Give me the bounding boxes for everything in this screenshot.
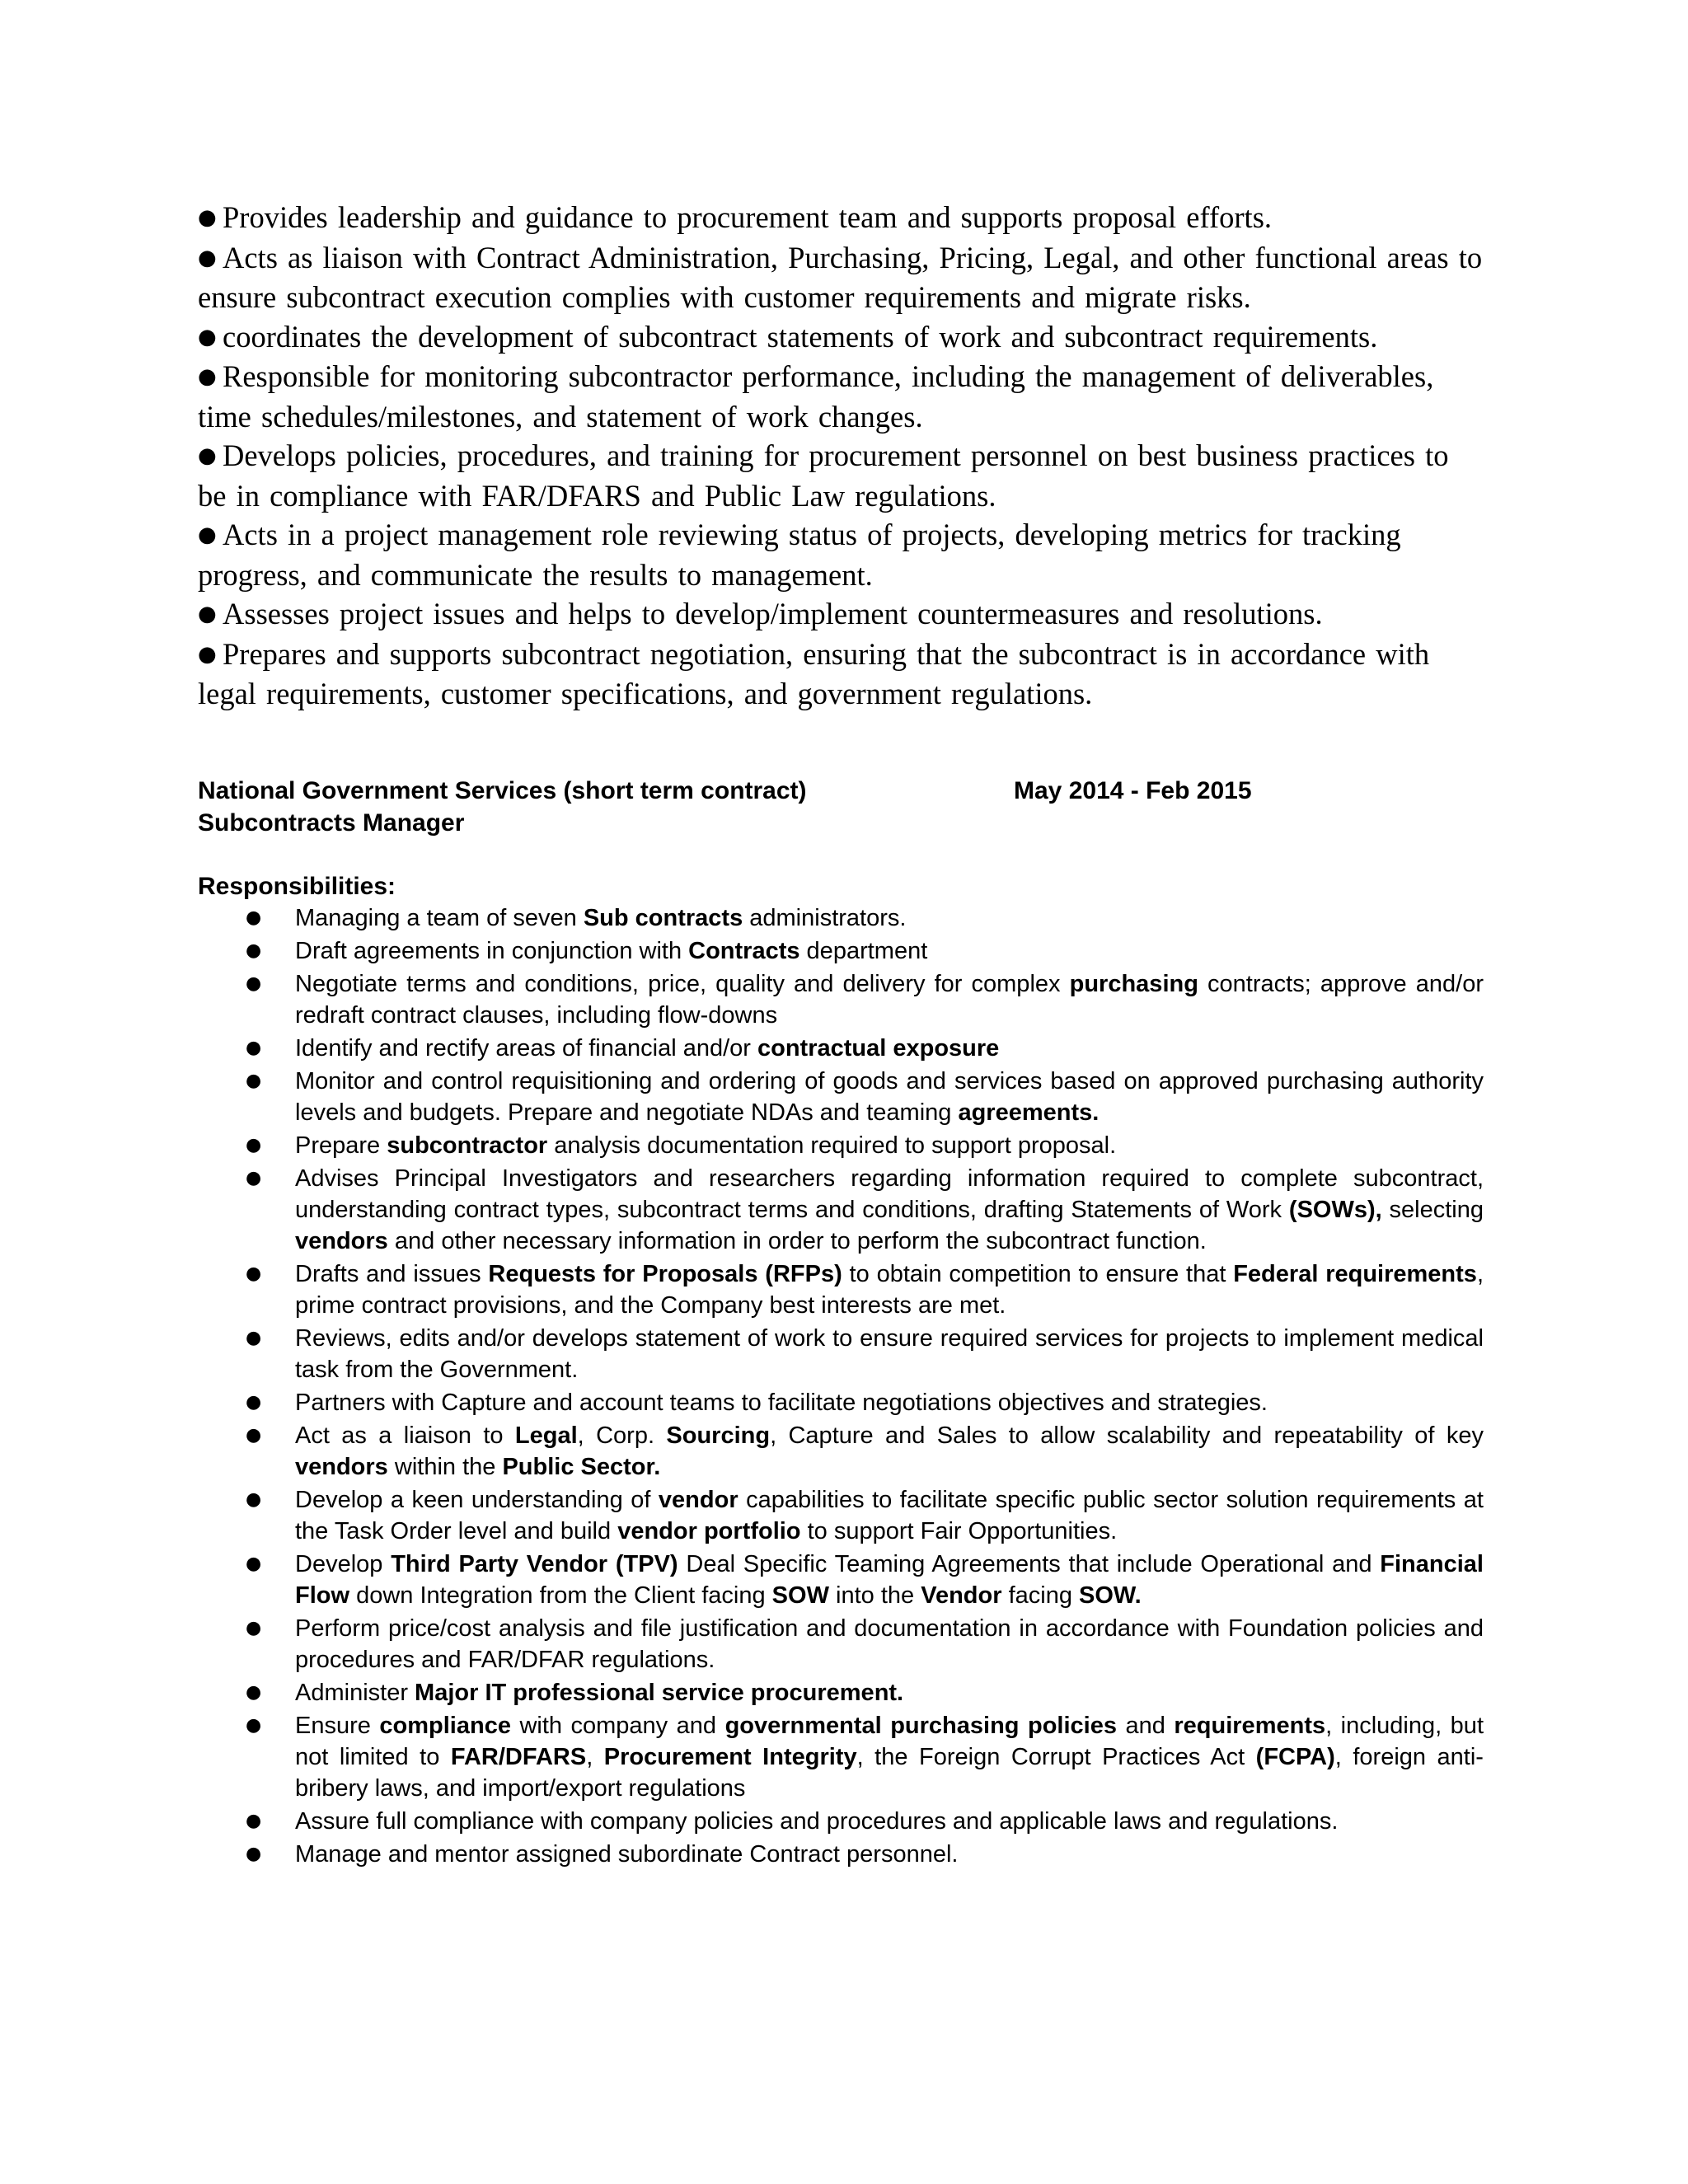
item-text: Deal Specific Teaming Agreements that include Operational and — [678, 1551, 1381, 1577]
bullet-icon: ● — [198, 364, 217, 389]
item-text: to support Fair Opportunities. — [800, 1518, 1118, 1544]
item-text: Manage and mentor assigned subordinate Contract personnel. — [295, 1841, 959, 1868]
bold-text: governmental purchasing policies — [724, 1713, 1117, 1739]
item-text: Administer — [295, 1680, 415, 1706]
item-text: Develop — [295, 1551, 392, 1577]
item-text: department — [799, 938, 928, 964]
bullet-icon: ● — [198, 245, 217, 270]
item-text: Draft agreements in conjunction with — [295, 938, 689, 964]
bullet-icon: ● — [198, 641, 217, 667]
item-text: within the — [387, 1454, 503, 1480]
bold-text: vendors — [295, 1454, 388, 1480]
item-text: Partners with Capture and account teams to facilitate negotiations objectives and strategies. — [295, 1390, 1268, 1416]
intro-bullet: ● Responsible for monitoring subcontractor performance, including the management of deliverables, time schedules/milestones, and statement of work changes. — [198, 359, 1434, 434]
responsibility-item — [198, 1033, 1484, 1064]
bold-text: SOW. — [1079, 1582, 1142, 1609]
bold-text: Procurement Integrity — [603, 1744, 857, 1770]
item-text: administrators. — [743, 905, 907, 931]
item-text: down Integration from the Client facing — [349, 1582, 772, 1609]
intro-bullet: ● Acts as liaison with Contract Administration, Purchasing, Pricing, Legal, and other functional areas to ensure subcontract execution complies with customer requirements and migrate risks. — [198, 240, 1483, 314]
item-text: analysis documentation required to support proposal. — [547, 1132, 1117, 1159]
item-text: Act as a liaison to — [295, 1422, 515, 1449]
bold-text: requirements — [1174, 1713, 1326, 1739]
job-header — [198, 775, 1484, 839]
job-company-row — [198, 775, 1484, 807]
item-text: Managing a team of seven — [295, 905, 584, 931]
bold-text: vendor portfolio — [617, 1518, 801, 1544]
responsibility-item — [198, 1549, 1484, 1611]
bullet-icon: ● — [246, 1392, 262, 1413]
item-text: Identify and rectify areas of financial and/or — [295, 1035, 757, 1062]
item-text: selecting — [1381, 1197, 1484, 1223]
bold-text: Sourcing — [666, 1422, 771, 1449]
item-text: , — [586, 1744, 604, 1770]
bullet-icon: ● — [246, 1038, 262, 1058]
item-text: Drafts and issues — [295, 1261, 489, 1287]
responsibility-item — [198, 1258, 1484, 1321]
bullet-icon: ● — [246, 1811, 262, 1831]
item-text: to obtain competition to ensure that — [842, 1261, 1234, 1287]
bullet-icon: ● — [246, 1554, 262, 1574]
bold-text: (SOWs), — [1288, 1197, 1382, 1223]
intro-bullet: ● Develops policies, procedures, and training for procurement personnel on best business practices to be in compliance with FAR/DFARS and Public Law regulations. — [198, 438, 1449, 513]
bold-text: Contracts — [688, 938, 800, 964]
bold-text: Third Party Vendor (TPV) — [391, 1551, 678, 1577]
item-text: Negotiate terms and conditions, price, quality and delivery for complex — [295, 971, 1070, 997]
bullet-icon: ● — [246, 1844, 262, 1864]
item-text: , foreign anti-bribery laws, and import/export regulations — [295, 1744, 1484, 1802]
bold-text: Legal — [514, 1422, 578, 1449]
item-text: facing — [1001, 1582, 1080, 1609]
intro-bullet-list — [198, 198, 1484, 714]
bold-text: SOW — [771, 1582, 829, 1609]
responsibility-item — [198, 1130, 1484, 1161]
item-text: Assure full compliance with company policies and procedures and applicable laws and regulations. — [295, 1808, 1339, 1835]
bold-text: compliance — [379, 1713, 511, 1739]
responsibility-item — [198, 1839, 1484, 1870]
responsibility-item — [198, 1420, 1484, 1483]
item-text: Reviews, edits and/or develops statement of work to ensure required services for projects to implement medical task from the Government. — [295, 1325, 1484, 1383]
bold-text: (FCPA) — [1255, 1744, 1335, 1770]
bullet-icon: ● — [246, 1682, 262, 1703]
item-text: capabilities to facilitate specific public sector solution requirements at the Task Order level and build — [295, 1487, 1484, 1544]
bold-text: FAR/DFARS — [450, 1744, 587, 1770]
responsibility-item — [198, 1323, 1484, 1385]
bold-text: Public Sector. — [502, 1454, 661, 1480]
bold-text: purchasing — [1069, 971, 1198, 997]
responsibility-item — [198, 1387, 1484, 1418]
bullet-icon: ● — [246, 1263, 262, 1284]
bullet-icon: ● — [246, 1715, 262, 1736]
item-text: Perform price/cost analysis and file justification and documentation in accordance with Foundation policies and procedures and FAR/DFAR regulations. — [295, 1615, 1484, 1673]
bold-text: Vendor — [921, 1582, 1002, 1609]
item-text: contracts; approve and/or redraft contract clauses, including flow-downs — [295, 971, 1484, 1029]
item-text: Prepare — [295, 1132, 387, 1159]
intro-bullet: ● coordinates the development of subcontract statements of work and subcontract requirements. — [198, 317, 1484, 358]
item-text: , prime contract provisions, and the Company best interests are met. — [295, 1261, 1484, 1319]
bullet-icon: ● — [198, 523, 217, 547]
bold-text: Major IT professional service procurement. — [415, 1680, 904, 1706]
bold-text: Financial Flow — [295, 1551, 1484, 1609]
bold-text: Sub contracts — [583, 905, 743, 931]
bullet-icon: ● — [246, 907, 262, 928]
bullet-icon: ● — [246, 1328, 262, 1348]
bullet-icon: ● — [246, 1071, 262, 1091]
bullet-icon: ● — [198, 602, 217, 626]
responsibility-item — [198, 1677, 1484, 1708]
job-title: Subcontracts Manager — [198, 809, 465, 837]
responsibility-item — [198, 1710, 1484, 1804]
item-text: Advises Principal Investigators and researchers regarding information required to complete subcontract, understanding contract types, subcontract terms and conditions, drafting Statements of Work — [295, 1165, 1484, 1223]
bold-text: Requests for Proposals (RFPs) — [488, 1261, 842, 1287]
bullet-icon: ● — [198, 443, 217, 468]
bold-text: vendor — [658, 1487, 738, 1513]
responsibility-item — [198, 935, 1484, 967]
bold-text: agreements. — [958, 1099, 1100, 1126]
item-text: and other necessary information in order to perform the subcontract function. — [387, 1228, 1207, 1254]
item-text: with company and — [510, 1713, 725, 1739]
item-text: Ensure — [295, 1713, 380, 1739]
intro-bullet: ● Provides leadership and guidance to procurement team and supports proposal efforts. — [198, 198, 1484, 238]
intro-bullet: ● Prepares and supports subcontract negotiation, ensuring that the subcontract is in accordance with legal requirements, customer specifications, and government regulations. — [198, 636, 1430, 710]
responsibility-item — [198, 1613, 1484, 1675]
bold-text: vendors — [295, 1228, 388, 1254]
item-text: into the — [828, 1582, 921, 1609]
responsibility-item — [198, 1806, 1484, 1837]
bold-text: contractual exposure — [757, 1035, 1000, 1062]
company-name: National Government Services (short term contract) — [198, 777, 807, 804]
bullet-icon: ● — [246, 1489, 262, 1510]
responsibility-item — [198, 1163, 1484, 1257]
responsibility-item — [198, 902, 1484, 934]
item-text: , including, but not limited to — [295, 1713, 1484, 1770]
item-text: , Capture and Sales to allow scalability and repeatability of key — [770, 1422, 1484, 1449]
item-text: and — [1117, 1713, 1175, 1739]
responsibility-item — [198, 968, 1484, 1031]
item-text: Develop a keen understanding of — [295, 1487, 659, 1513]
bullet-icon: ● — [246, 1135, 262, 1155]
employment-dates: May 2014 - Feb 2015 — [1014, 777, 1252, 804]
item-text: Monitor and control requisitioning and ordering of goods and services based on approved purchasing authority levels and budgets. Prepare and negotiate NDAs and teaming — [295, 1068, 1484, 1126]
responsibility-item — [198, 1066, 1484, 1128]
bullet-icon: ● — [246, 1425, 262, 1446]
item-text: , the Foreign Corrupt Practices Act — [856, 1744, 1256, 1770]
bullet-icon: ● — [246, 1168, 262, 1188]
bullet-icon: ● — [198, 324, 217, 349]
bold-text: Federal requirements — [1233, 1261, 1477, 1287]
item-text: , Corp. — [577, 1422, 667, 1449]
intro-bullet: ● Assesses project issues and helps to develop/implement countermeasures and resolutions. — [198, 594, 1484, 635]
responsibilities-heading: Responsibilities: — [198, 873, 396, 900]
responsibilities-list — [198, 902, 1484, 1872]
responsibility-item — [198, 1484, 1484, 1547]
bold-text: subcontractor — [387, 1132, 548, 1159]
bullet-icon: ● — [246, 1618, 262, 1638]
bullet-icon: ● — [246, 973, 262, 994]
bullet-icon: ● — [198, 205, 217, 230]
intro-bullet: ● Acts in a project management role reviewing status of projects, developing metrics for tracking progress, and communicate the results to management. — [198, 518, 1401, 592]
bullet-icon: ● — [246, 940, 262, 961]
